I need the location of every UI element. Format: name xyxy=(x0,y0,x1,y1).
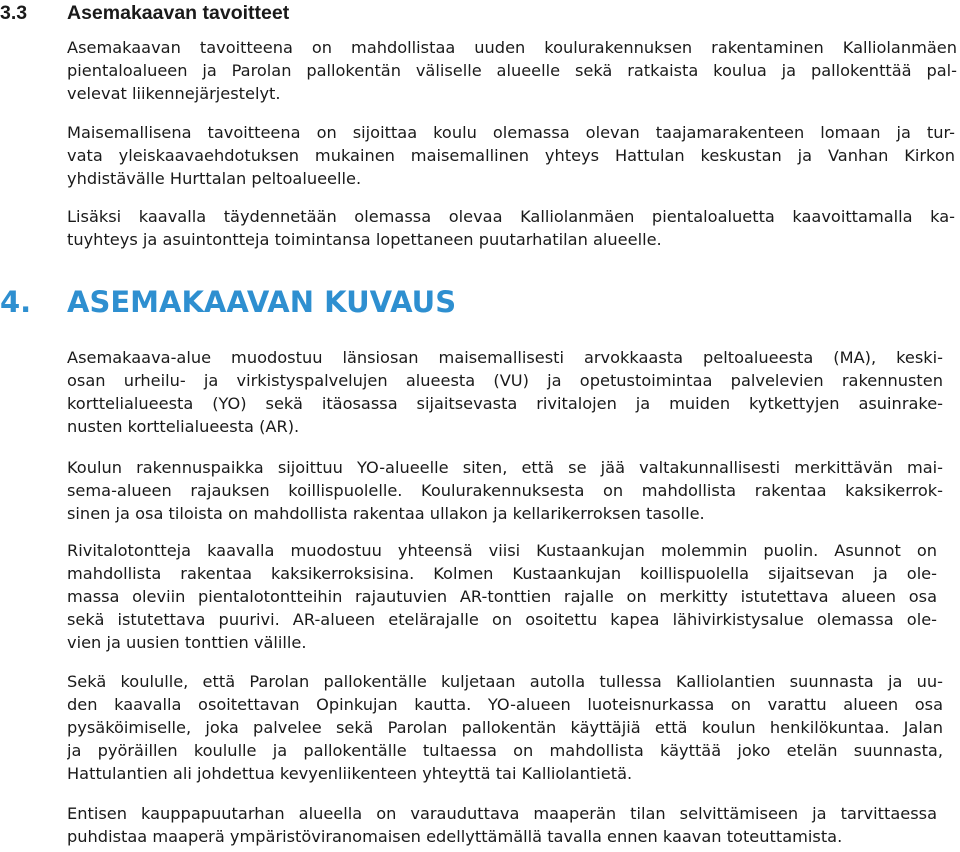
section-number: 3.3 xyxy=(0,2,28,24)
text-line: Koulun rakennuspaikka sijoittuu YO-alueelle siten, että se jää valtakunnallisesti merkittävän mai- xyxy=(67,458,943,477)
chapter-title: ASEMAKAAVAN KUVAUS xyxy=(67,285,457,319)
chapter-heading xyxy=(0,282,456,322)
text-line: vata yleiskaavaehdotuksen mukainen maisemallinen yhteys Hattulan keskustan ja Vanhan Kirkon xyxy=(67,146,955,165)
paragraph xyxy=(67,36,957,105)
text-line: nusten korttelialueesta (AR). xyxy=(67,417,300,436)
text-line: sema-alueen rajauksen koillispuolelle. Koulurakennuksesta on mahdollista rakentaa kaksikerrok- xyxy=(67,481,943,500)
section-title: Asemakaavan tavoitteet xyxy=(67,2,290,24)
text-line: Entisen kauppapuutarhan alueella on varauduttava maaperän tilan selvittämiseen ja tarvittaessa xyxy=(67,804,937,823)
paragraph xyxy=(67,670,943,785)
text-line: puhdistaa maaperä ympäristöviranomaisen edellyttämällä tavalla ennen kaavan toteuttamista. xyxy=(67,827,843,846)
text-line: sekä istutettava puurivi. AR-alueen etelärajalle on osoitettu kapea lähivirkistysalue olemassa ole- xyxy=(67,610,937,629)
text-line: Rivitalotontteja kaavalla muodostuu yhteensä viisi Kustaankujan molemmin puolin. Asunnot on xyxy=(67,541,937,560)
text-line: ja pyöräillen koululle ja pallokentälle tultaessa on mahdollista käyttää joko etelän suunnasta, xyxy=(67,741,943,760)
text-line: korttelialueesta (YO) sekä itäosassa sijaitsevasta rivitalojen ja muiden kytkettyjen asuinrake- xyxy=(67,394,943,413)
text-line: pysäköimiselle, joka palvelee sekä Parolan pallokentän käyttäjiä että koulun henkilökuntaa. Jalan xyxy=(67,718,943,737)
text-line: Asemakaavan tavoitteena on mahdollistaa uuden koulurakennuksen rakentaminen Kalliolanmäen xyxy=(67,38,957,57)
paragraph xyxy=(67,346,943,438)
paragraph xyxy=(67,802,937,848)
text-line: Sekä koululle, että Parolan pallokentälle kuljetaan autolla tullessa Kalliolantien suunnasta ja uu- xyxy=(67,672,943,691)
chapter-number: 4. xyxy=(0,285,32,319)
text-line: Maisemallisena tavoitteena on sijoittaa koulu olemassa olevan taajamarakenteen lomaan ja tur- xyxy=(67,123,955,142)
text-line: vien ja uusien tonttien välille. xyxy=(67,633,307,652)
text-line: den kaavalla osoitettavan Opinkujan kautta. YO-alueen luoteisnurkassa on varattu alueen osa xyxy=(67,695,943,714)
text-line: velevat liikennejärjestelyt. xyxy=(67,84,281,103)
paragraph xyxy=(67,539,937,654)
text-line: massa oleviin pientalotontteihin rajautuvien AR-tonttien rajalle on merkitty istutettava alueen osa xyxy=(67,587,937,606)
text-line: mahdollista rakentaa kaksikerroksisina. Kolmen Kustaankujan koillispuolella sijaitsevan ja ole- xyxy=(67,564,937,583)
paragraph xyxy=(67,205,955,251)
paragraph xyxy=(67,456,943,525)
paragraph xyxy=(67,121,955,190)
section-heading xyxy=(0,1,289,25)
text-line: Asemakaava-alue muodostuu länsiosan maisemallisesti arvokkaasta peltoalueesta (MA), keski- xyxy=(67,348,943,367)
text-line: sinen ja osa tiloista on mahdollista rakentaa ullakon ja kellarikerroksen tasolle. xyxy=(67,504,705,523)
text-line: Hattulantien ali johdettua kevyenliikenteen yhteyttä tai Kalliolantietä. xyxy=(67,764,633,783)
text-line: yhdistävälle Hurttalan peltoalueelle. xyxy=(67,169,362,188)
text-line: pientaloalueen ja Parolan pallokentän väliselle alueelle sekä ratkaista koulua ja pallokenttää pal- xyxy=(67,61,957,80)
text-line: Lisäksi kaavalla täydennetään olemassa olevaa Kalliolanmäen pientaloaluetta kaavoittamalla ka- xyxy=(67,207,955,226)
text-line: tuyhteys ja asuintontteja toimintansa lopettaneen puutarhatilan alueelle. xyxy=(67,230,662,249)
text-line: osan urheilu- ja virkistyspalvelujen alueesta (VU) ja opetustoimintaa palvelevien rakennusten xyxy=(67,371,943,390)
